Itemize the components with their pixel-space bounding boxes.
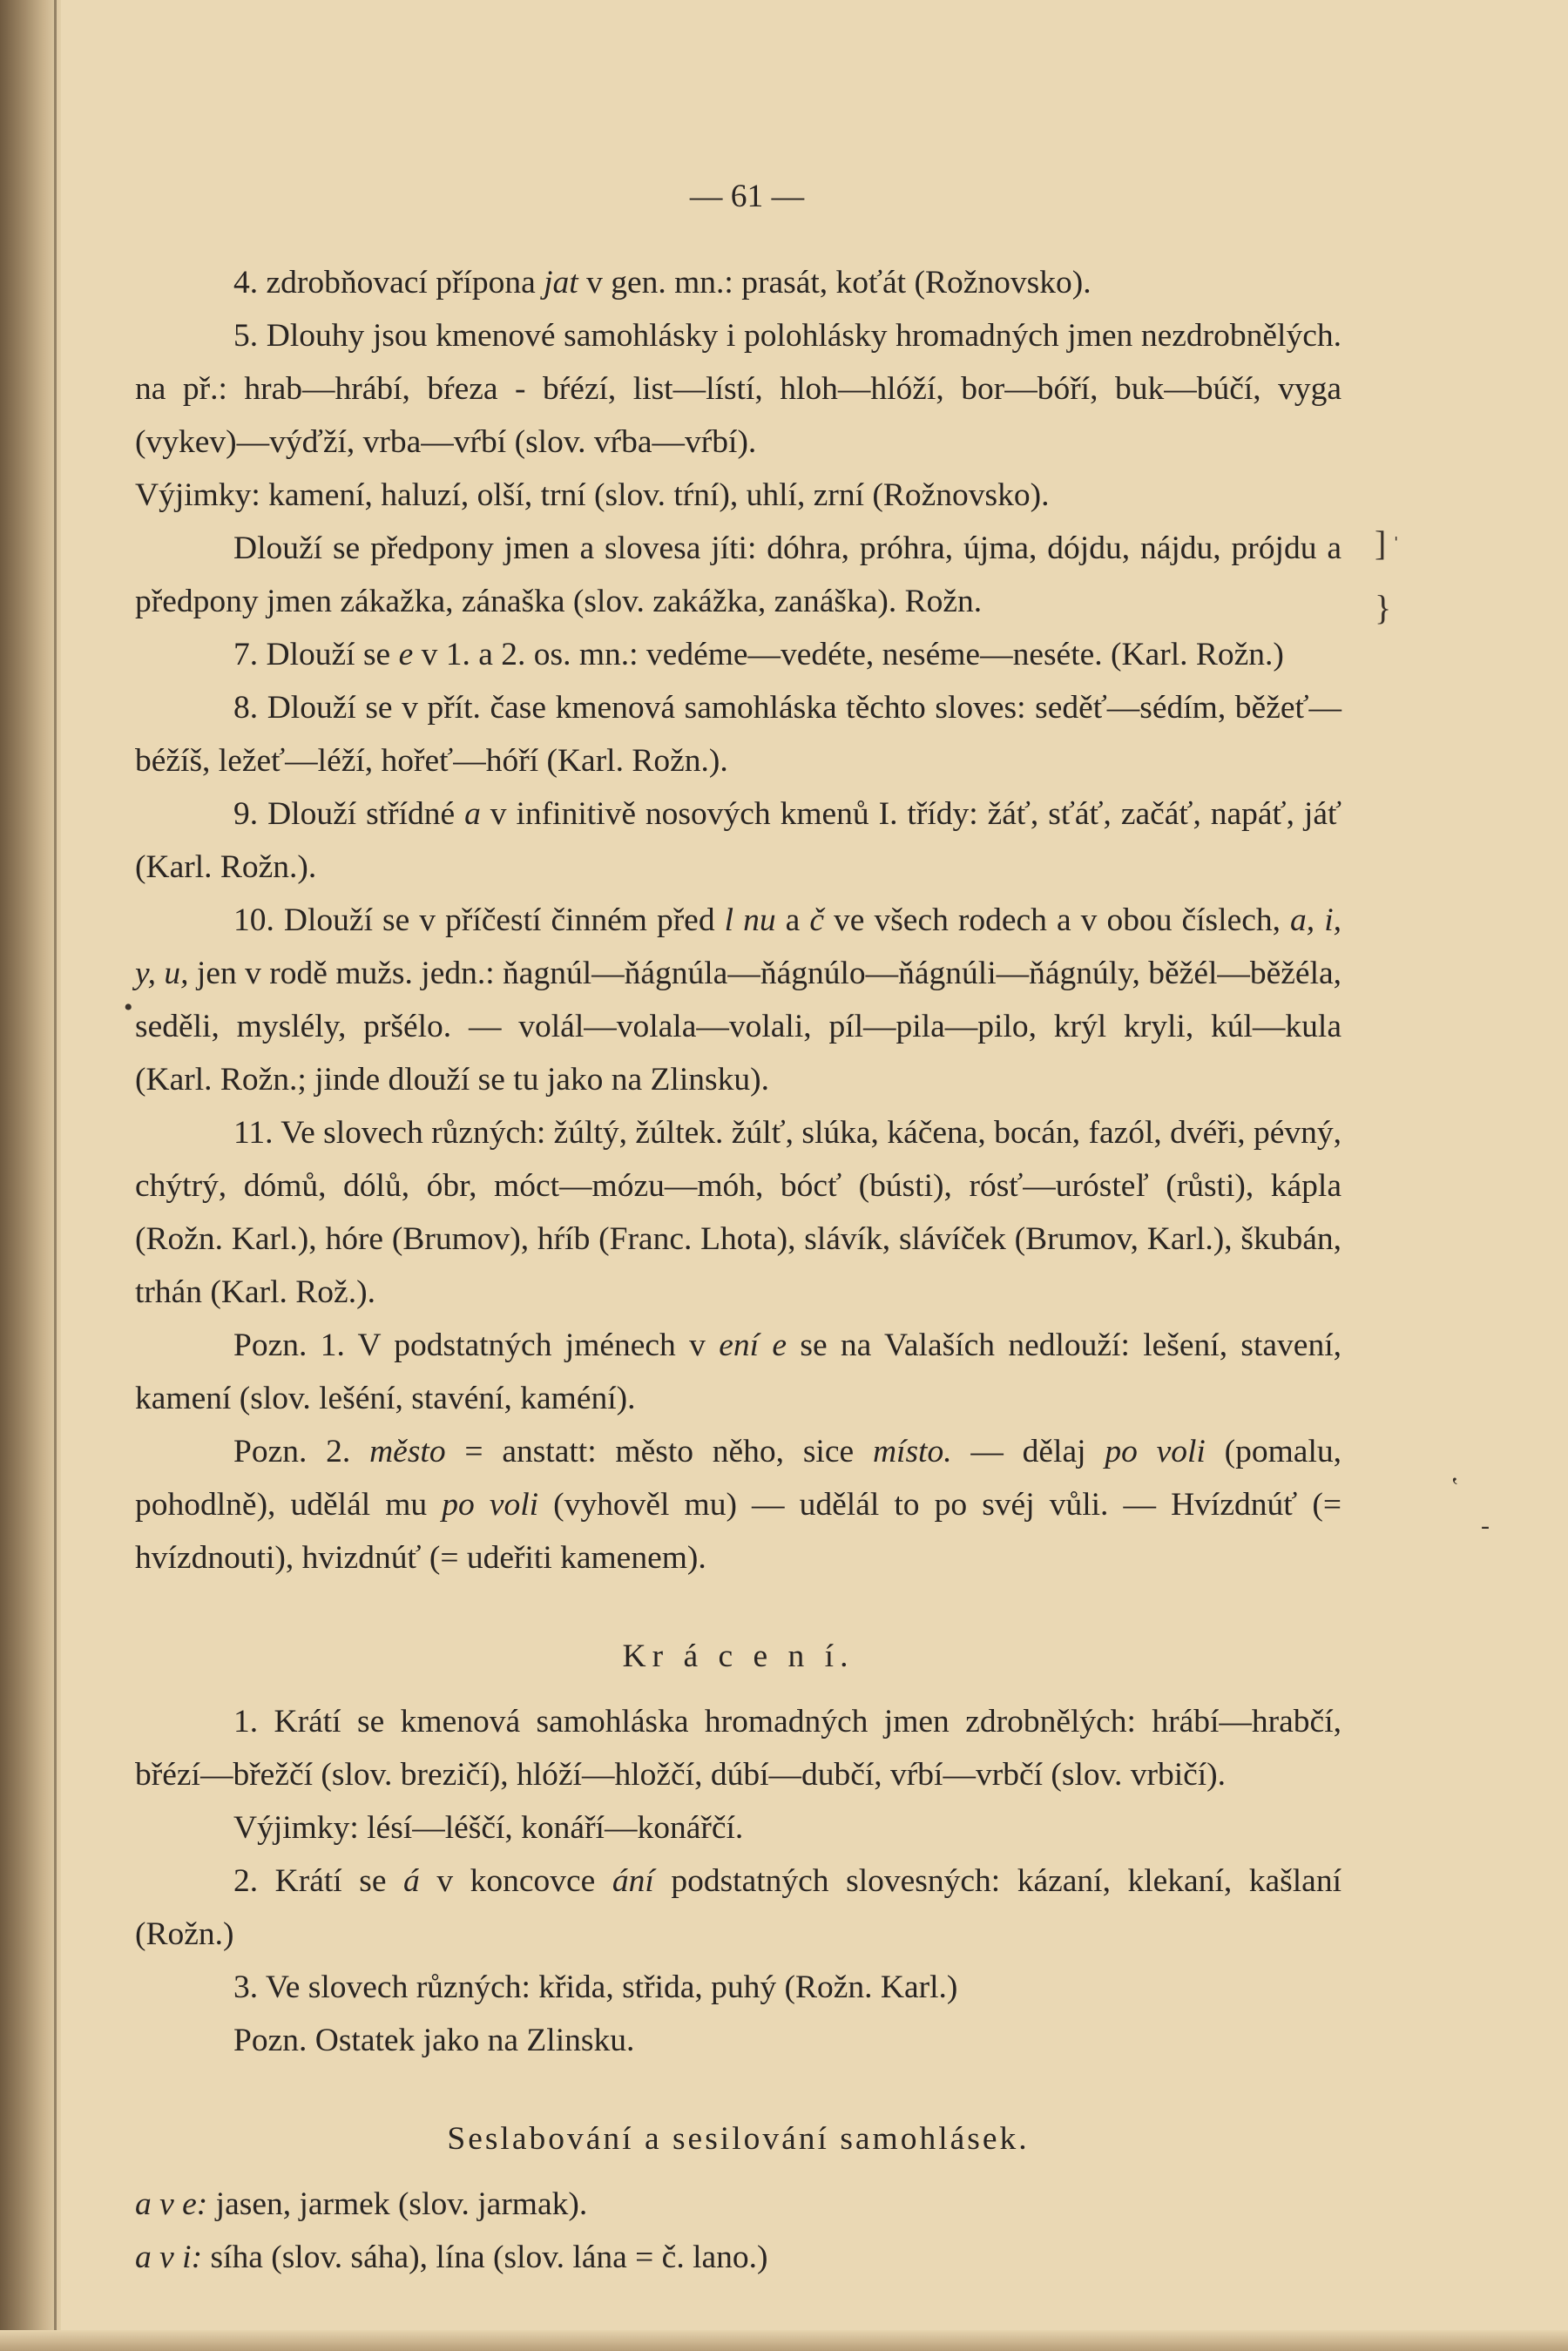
paragraph-k2: 2. Krátí se á v koncovce ání podstatných slovesných: kázaní, klekaní, kašlaní (Rožn.) <box>135 1863 1342 1952</box>
bracket-mark: } <box>1375 588 1392 627</box>
paragraph-5: 5. Dlouhy jsou kmenové samohlásky i polohlásky hromadných jmen nezdrobnělých. na př.: hrab—hrábí, bŕeza - bŕézí, list—lístí, hloh—hlóží, bor—bóří, buk—búčí, vyga (vykev)—výďží, vrba—vŕbí (slov. vŕba—vŕbí). <box>135 318 1342 460</box>
paragraph-7: 7. Dlouží se e v 1. a 2. os. mn.: vedéme—vedéte, neséme—neséte. (Karl. Rožn.) <box>233 637 1284 672</box>
paragraph-k1: 1. Krátí se kmenová samohláska hromadných jmen zdrobnělých: hrábí—hrabčí, břézí—břežčí (slov. brezičí), hlóží—hložčí, dúbí—dubčí, vŕbí—vrbčí (slov. vrbičí). <box>135 1704 1342 1793</box>
bracket-mark: ] <box>1375 524 1387 563</box>
page-binding-edge <box>0 0 61 2351</box>
paragraph-k-pozn: Pozn. Ostatek jako na Zlinsku. <box>233 2023 635 2058</box>
section-heading-seslabovani: Seslabování a sesilování samohlásek. <box>447 2121 1030 2157</box>
page-number: — 61 — <box>689 179 805 214</box>
page-fold-line <box>54 0 57 2351</box>
paragraph-9: 9. Dlouží střídné a v infinitivě nosových kmenů I. třídy: žáť, sťáť, začáť, napáť, jáť (Karl. Rožn.). <box>135 796 1342 885</box>
paragraph-k3: 3. Ve slovech různých: křida, střida, puhý (Rožn. Karl.) <box>233 1969 958 2005</box>
paragraph-predpony: Dlouží se předpony jmen a slovesa jíti: dóhra, próhra, újma, dójdu, nájdu, prójdu a předpony jmen zákažka, zánaška (slov. zakážka, zanáška). Rožn. <box>135 530 1342 619</box>
page-body <box>135 170 1342 2284</box>
paragraph-s2: a v i: síha (slov. sáha), lína (slov. lána = č. lano.) <box>135 2240 768 2275</box>
paragraph-vyjimky: Výjimky: kamení, haluzí, olší, trní (slov. tŕní), uhlí, zrní (Rožnovsko). <box>135 477 1050 513</box>
paragraph-pozn-1: Pozn. 1. V podstatných jménech v ení e se na Valaších nedlouží: lešení, stavení, kamení (slov. lešéní, stavéní, kaméní). <box>135 1328 1342 1416</box>
margin-mark: - <box>1481 1511 1490 1540</box>
paragraph-11: 11. Ve slovech různých: žúltý, žúltek. žúlť, slúka, káčena, bocán, fazól, dvéři, pévný, chýtrý, dómů, dólů, óbr, móct—mózu—móh, bócť (bústi), rósť—urósteľ (růsti), kápla (Rožn. Karl.), hóre (Brumov), hŕíb (Franc. Lhota), slávík, slávíček (Brumov, Karl.), škubán, trhán (Karl. Rož.). <box>135 1115 1342 1310</box>
paragraph-4: 4. zdrobňovací přípona jat v gen. mn.: prasát, koťát (Rožnovsko). <box>233 265 1092 301</box>
paragraph-8: 8. Dlouží se v přít. čase kmenová samohláska těchto sloves: seděť—sédím, běžeť—béžíš, ležeť—léží, hořeť—hóří (Karl. Rožn.). <box>135 690 1342 779</box>
margin-dot: • <box>124 993 133 1022</box>
paragraph-vyjimky-2: Výjimky: lésí—léščí, konáří—konářčí. <box>233 1810 744 1846</box>
paragraph-10: 10. Dlouží se v příčestí činném před l nu a č ve všech rodech a v obou číslech, a, i, y, u, jen v rodě mužs. jedn.: ňagnúl—ňágnúla—ňágnúlo—ňágnúli—ňágnúly, běžél—běžéla, seděli, myslély, pršélo. — volál—volala—volali, píl—pila—pilo, krýl kryli, kúl—kula (Karl. Rožn.; jinde dlouží se tu jako na Zlinsku). <box>135 902 1342 1098</box>
paragraph-pozn-2: Pozn. 2. město = anstatt: město něho, sice místo. — dělaj po voli (pomalu, pohodlně), udělál mu po voli (vyhověl mu) — udělál to po svéj vůli. — Hvízdnúť (= hvízdnouti), hvizdnúť (= udeřiti kamenem). <box>135 1434 1342 1576</box>
section-heading-kraceni: Kr á c e n í. <box>622 1638 855 1674</box>
margin-mark: ˈ <box>1392 533 1401 560</box>
page-bottom-edge <box>0 2330 1568 2351</box>
margin-mark: ‛ <box>1450 1472 1459 1501</box>
paragraph-s1: a v e: jasen, jarmek (slov. jarmak). <box>135 2186 588 2222</box>
